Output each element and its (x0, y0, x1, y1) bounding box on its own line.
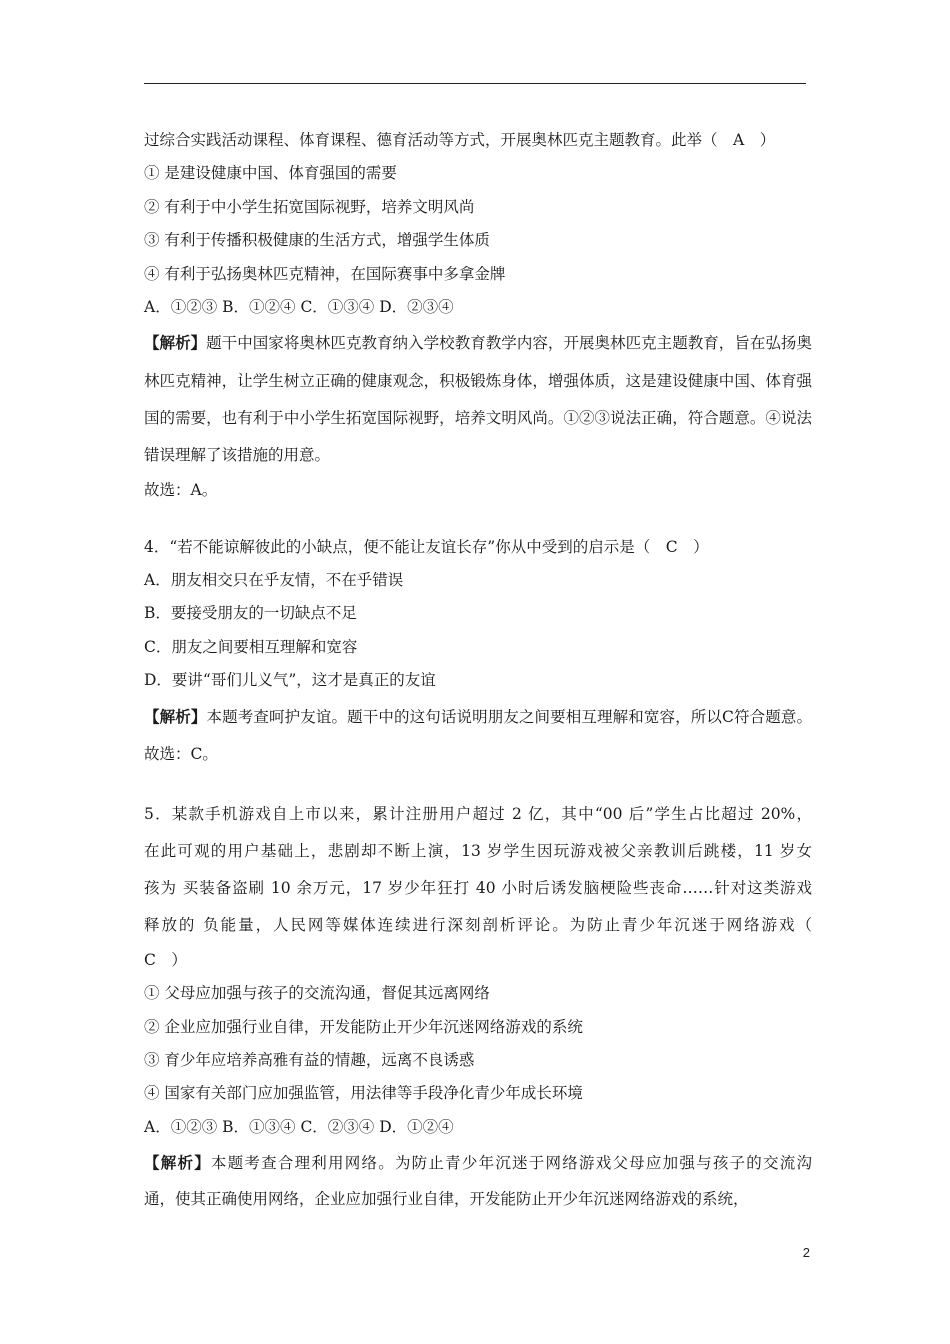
q5-analysis-text-1: 本题考查合理利用网络。为防止青少年沉迷于网络游戏父母应加强与孩子的交流沟 (210, 1154, 812, 1173)
q4-analysis (144, 698, 812, 773)
q3-analysis (144, 324, 812, 474)
q4-option-a: A．朋友相交只在乎友情，不在乎错误 (144, 570, 404, 589)
q4-option-c: C．朋友之间要相互理解和宽容 (144, 637, 358, 656)
page-number: 2 (802, 1245, 810, 1260)
q5-stem-line-1: 5．某款手机游戏自上市以来，累计注册用户超过 2 亿，其中“00 后”学生占比超过 20%， (144, 804, 812, 823)
q3-answer: 故选：A。 (144, 481, 218, 500)
q5-option-1: ① 父母应加强与孩子的交流沟通，督促其远离网络 (144, 984, 490, 1003)
q4-option-b: B．要接受朋友的一切缺点不足 (144, 604, 357, 623)
q3-choices: A．①②③ B．①②④ C．①③④ D．②③④ (144, 297, 454, 316)
q5-option-4: ④ 国家有关部门应加强监管，用法律等手段净化青少年成长环境 (144, 1084, 583, 1103)
q3-option-2: ② 有利于中小学生拓宽国际视野，培养文明风尚 (144, 197, 475, 216)
q5-choices: A．①②③ B．①③④ C．②③④ D．①②④ (144, 1117, 454, 1136)
q5-option-3: ③ 育少年应培养高雅有益的情趣，远离不良诱惑 (144, 1051, 475, 1070)
page-content (144, 124, 812, 1218)
q3-option-4: ④ 有利于弘扬奥林匹克精神，在国际赛事中多拿金牌 (144, 264, 506, 283)
q5-analysis-line-1 (144, 1144, 812, 1181)
q5-stem-line-2: 在此可观的用户基础上，悲剧却不断上演，13 岁学生因玩游戏被父亲教训后跳楼，11 岁女 (144, 841, 812, 860)
analysis-tag: 【解析】 (144, 706, 207, 726)
q4-stem: 4．“若不能谅解彼此的小缺点，便不能让友谊长存”你从中受到的启示是（ C ） (144, 537, 709, 556)
q3-option-1: ① 是建设健康中国、体育强国的需要 (144, 164, 397, 183)
q5-analysis-line-2: 通，使其正确使用网络，企业应加强行业自律，开发能防止开少年沉迷网络游戏的系统， (144, 1190, 749, 1209)
q5-stem-line-4: 释放的 负能量，人民网等媒体连续进行深刻剖析评论。为防止青少年沉迷于网络游戏（ (144, 915, 812, 934)
analysis-tag: 【解析】 (144, 1153, 211, 1173)
header-rule (144, 83, 806, 84)
q5-stem-line-5: C ） (144, 950, 187, 969)
q3-stem-continued: 过综合实践活动课程、体育课程、德育活动等方式，开展奥林匹克主题教育。此举（ A ） (144, 131, 776, 149)
q4-analysis-text: 本题考查呵护友谊。题干中的这句话说明朋友之间要相互理解和宽容，所以C符合题意。故选：C。 (144, 707, 812, 763)
q5-stem-line-3: 孩为 买装备盗刷 10 余万元，17 岁少年狂打 40 小时后诱发脑梗险些丧命……针对这类游戏 (144, 878, 812, 897)
q3-analysis-text: 题干中国家将奥林匹克教育纳入学校教育教学内容，开展奥林匹克主题教育，旨在弘扬奥林匹克精神，让学生树立正确的健康观念，积极锻炼身体，增强体质，这是建设健康中国、体育强国的需要，也有利于中小学生拓宽国际视野，培养文明风尚。①②③说法正确，符合题意。④说法错误理解了该措施的用意。 (144, 334, 812, 464)
q3-option-3: ③ 有利于传播积极健康的生活方式，增强学生体质 (144, 231, 490, 250)
analysis-tag: 【解析】 (144, 333, 207, 353)
q4-option-d: D．要讲“哥们儿义气”，这才是真正的友谊 (144, 671, 436, 690)
q5-option-2: ② 企业应加强行业自律，开发能防止开少年沉迷网络游戏的系统 (144, 1017, 583, 1036)
